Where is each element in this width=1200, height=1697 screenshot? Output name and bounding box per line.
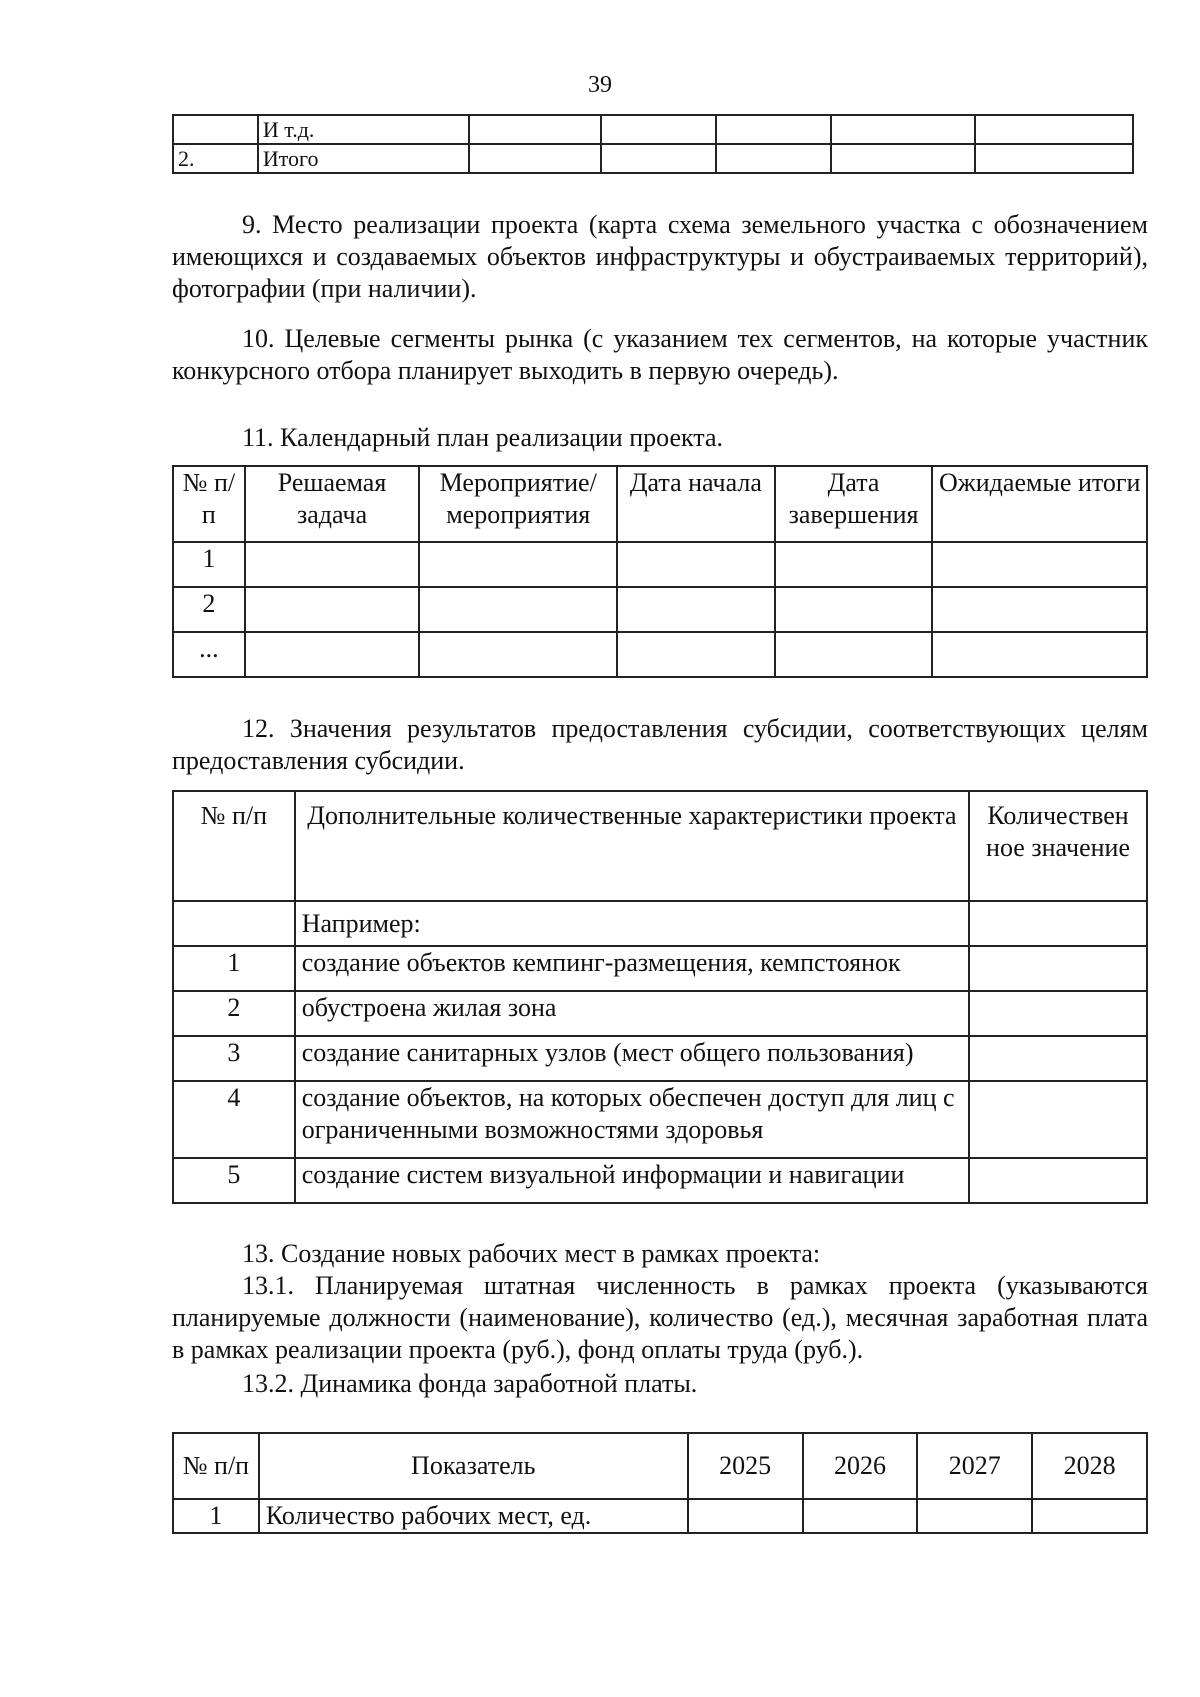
row-text: создание санитарных узлов (мест общего пользования) bbox=[295, 1036, 969, 1081]
row-text: создание систем визуальной информации и навигации bbox=[295, 1158, 969, 1203]
column-header: Дата начала bbox=[617, 466, 774, 542]
row-text: создание объектов кемпинг-размещения, кемпстоянок bbox=[295, 946, 969, 991]
section-13-1-paragraph: 13.1. Планируемая штатная численность в рамках проекта (указываются планируемые должности (наименование), количество (ед.), месячная заработная плата в рамках реализации проекта (руб.), фонд оплаты труда (руб.). bbox=[172, 1271, 1148, 1364]
table-cell: 2. bbox=[173, 144, 258, 173]
row-number: 1 bbox=[173, 542, 245, 587]
table-row bbox=[173, 587, 1147, 632]
table-header-row bbox=[173, 791, 1147, 901]
table-row bbox=[173, 115, 1133, 144]
row-number: 5 bbox=[173, 1158, 295, 1203]
column-header: 2027 bbox=[917, 1433, 1032, 1499]
table-cell: И т.д. bbox=[258, 115, 470, 144]
row-number bbox=[173, 901, 295, 946]
payroll-dynamics-table bbox=[172, 1432, 1148, 1534]
table-row bbox=[173, 1036, 1147, 1081]
column-header: Решаемая задача bbox=[245, 466, 420, 542]
table-header-row bbox=[173, 466, 1147, 542]
table-cell bbox=[173, 115, 258, 144]
table-row bbox=[173, 946, 1147, 991]
row-number: 1 bbox=[173, 1499, 259, 1533]
row-text: создание объектов, на которых обеспечен доступ для лиц с ограниченными возможностями здоровья bbox=[295, 1081, 969, 1158]
column-header: Количествен ное значение bbox=[969, 791, 1147, 901]
row-number: 2 bbox=[173, 587, 245, 632]
column-header: Показатель bbox=[259, 1433, 688, 1499]
continuation-table bbox=[172, 114, 1134, 174]
column-header: Дата завершения bbox=[775, 466, 933, 542]
column-header: 2025 bbox=[688, 1433, 803, 1499]
section-12-paragraph: 12. Значения результатов предоставления субсидии, соответствующих целям предоставления субсидии. bbox=[172, 714, 1148, 775]
table-cell: Итого bbox=[258, 144, 470, 173]
table-row bbox=[173, 542, 1147, 587]
column-header: № п/п bbox=[173, 791, 295, 901]
row-number: 4 bbox=[173, 1081, 295, 1158]
table-row bbox=[173, 991, 1147, 1036]
section-11-heading: 11. Календарный план реализации проекта. bbox=[242, 423, 723, 452]
section-13-2-heading: 13.2. Динамика фонда заработной платы. bbox=[242, 1369, 698, 1398]
calendar-plan-table bbox=[172, 465, 1148, 678]
table-row bbox=[173, 1158, 1147, 1203]
column-header: 2026 bbox=[803, 1433, 918, 1499]
row-number: ... bbox=[173, 632, 245, 677]
page-number: 39 bbox=[588, 72, 612, 98]
column-header: Ожидаемые итоги bbox=[932, 466, 1147, 542]
row-label: Количество рабочих мест, ед. bbox=[259, 1499, 688, 1533]
row-text: Например: bbox=[295, 901, 969, 946]
table-row bbox=[173, 1499, 1147, 1533]
column-header: Дополнительные количественные характеристики проекта bbox=[295, 791, 969, 901]
row-text: обустроена жилая зона bbox=[295, 991, 969, 1036]
row-number: 2 bbox=[173, 991, 295, 1036]
section-10-paragraph: 10. Целевые сегменты рынка (с указанием тех сегментов, на которые участник конкурсного отбора планирует выходить в первую очередь). bbox=[172, 324, 1148, 385]
table-row bbox=[173, 901, 1147, 946]
row-number: 3 bbox=[173, 1036, 295, 1081]
column-header: Мероприятие/ мероприятия bbox=[419, 466, 617, 542]
table-row bbox=[173, 144, 1133, 173]
section-13-heading: 13. Создание новых рабочих мест в рамках проекта: bbox=[242, 1239, 821, 1268]
column-header: 2028 bbox=[1032, 1433, 1147, 1499]
section-9-paragraph: 9. Место реализации проекта (карта схема земельного участка с обозначением имеющихся и создаваемых объектов инфраструктуры и обустраиваемых территорий), фотографии (при наличии). bbox=[172, 210, 1148, 303]
table-row bbox=[173, 1081, 1147, 1158]
table-header-row bbox=[173, 1433, 1147, 1499]
results-table bbox=[172, 790, 1148, 1204]
column-header: № п/п bbox=[173, 466, 245, 542]
row-number: 1 bbox=[173, 946, 295, 991]
column-header: № п/п bbox=[173, 1433, 259, 1499]
table-row bbox=[173, 632, 1147, 677]
